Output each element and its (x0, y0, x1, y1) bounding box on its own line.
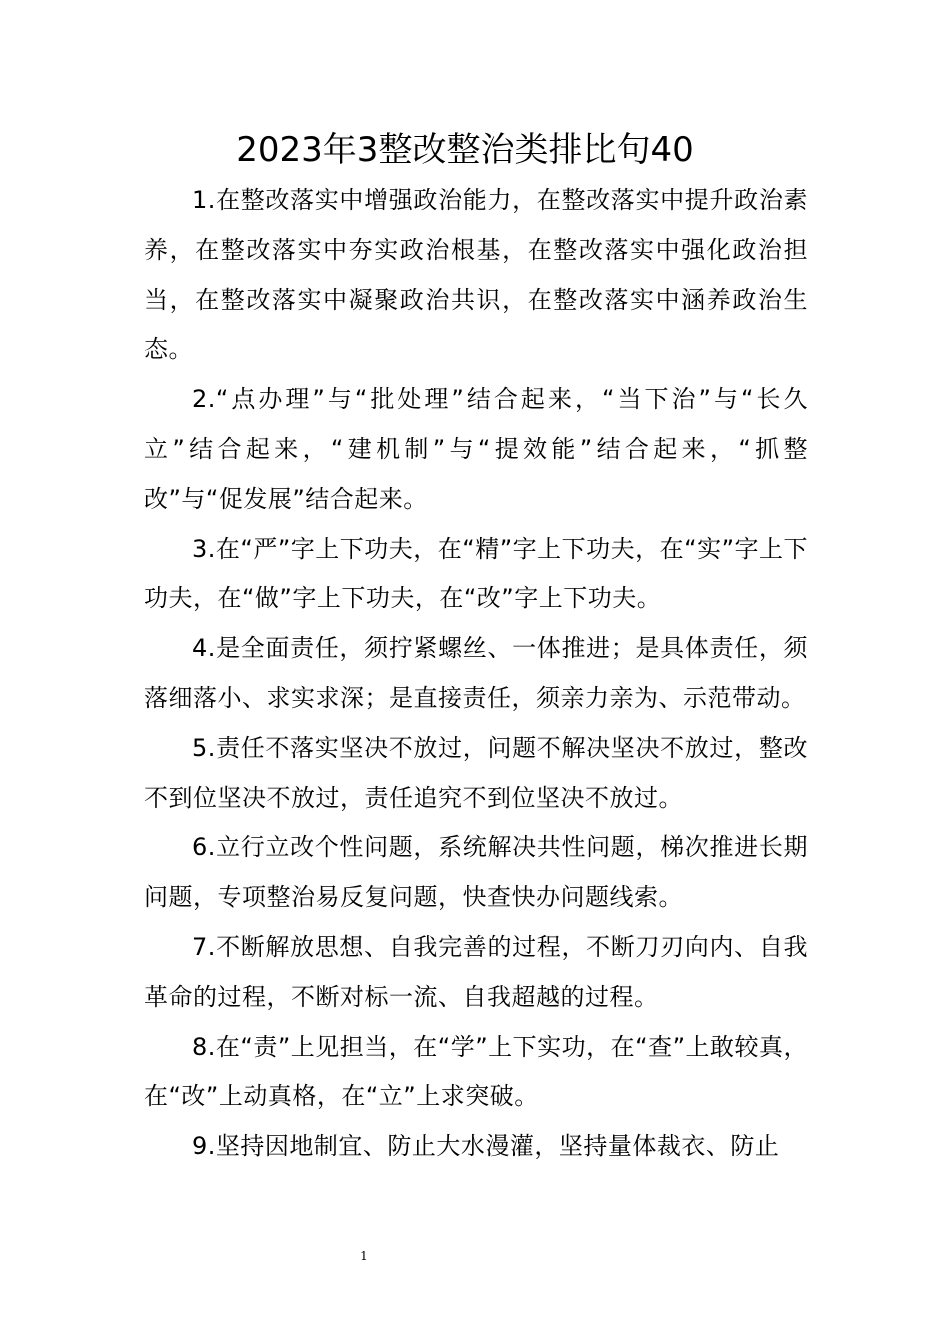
paragraph-2: 2.“点办理”与“批处理”结合起来，“当下治”与“长久立”结合起来，“建机制”与“提效能”结合起来，“抓整改”与“促发展”结合起来。 (144, 385, 808, 513)
document-title: 2023年3整改整治类排比句40 (236, 130, 694, 170)
paragraph-6: 6.立行立改个性问题，系统解决共性问题，梯次推进长期问题，专项整治易反复问题，快查快办问题线索。 (144, 833, 808, 912)
paragraph-5: 5.责任不落实坚决不放过，问题不解决坚决不放过，整改不到位坚决不放过，责任追究不到位坚决不放过。 (144, 733, 808, 812)
page-number: 1 (360, 1249, 368, 1263)
paragraph-1: 1.在整改落实中增强政治能力，在整改落实中提升政治素养，在整改落实中夯实政治根基，在整改落实中强化政治担当，在整改落实中凝聚政治共识，在整改落实中涵养政治生态。 (144, 186, 808, 364)
paragraph-4: 4.是全面责任，须拧紧螺丝、一体推进；是具体责任，须落细落小、求实求深；是直接责任，须亲力亲为、示范带动。 (144, 634, 808, 712)
paragraph-9: 9.坚持因地制宜、防止大水漫灌，坚持量体裁衣、防止 (192, 1132, 780, 1161)
document-body (144, 176, 808, 1172)
paragraph-7: 7.不断解放思想、自我完善的过程，不断刀刃向内、自我革命的过程，不断对标一流、自我超越的过程。 (144, 932, 808, 1011)
paragraph-8: 8.在“责”上见担当，在“学”上下实功，在“查”上敢较真，在“改”上动真格，在“立”上求突破。 (144, 1032, 808, 1111)
paragraph-3: 3.在“严”字上下功夫，在“精”字上下功夫，在“实”字上下功夫，在“做”字上下功夫，在“改”字上下功夫。 (144, 534, 808, 613)
